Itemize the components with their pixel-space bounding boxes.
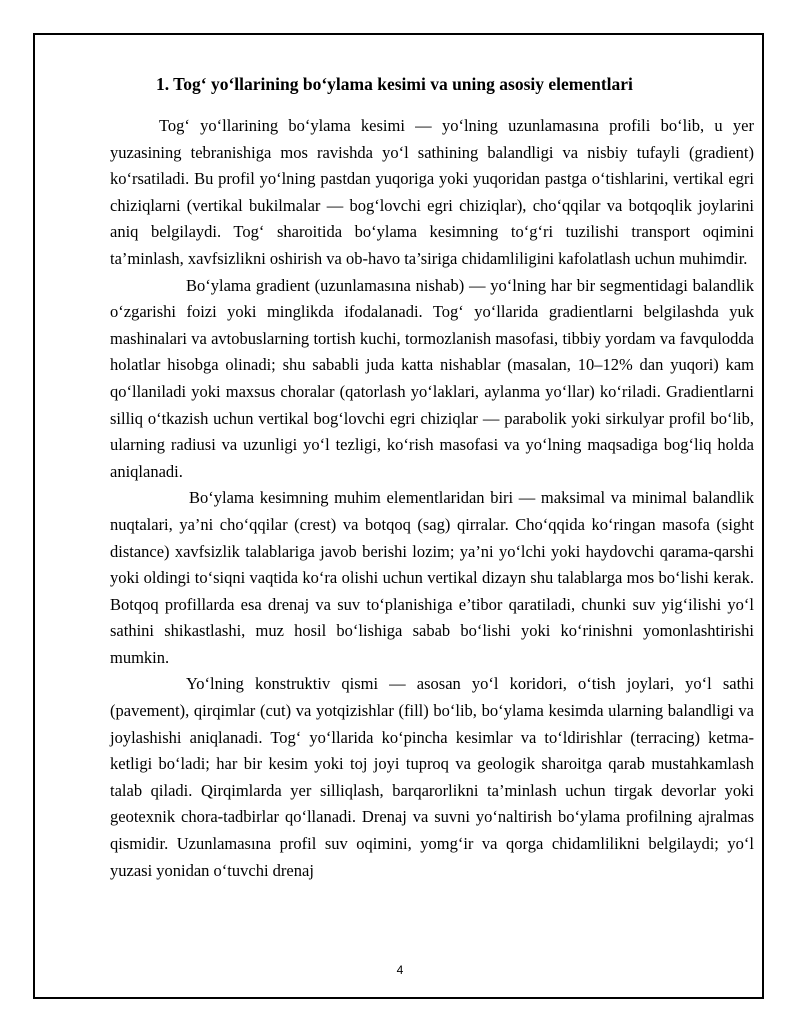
document-body (110, 72, 754, 884)
paragraph-crest-sag: Bo‘ylama kesimning muhim elementlaridan biri — maksimal va minimal balandlik nuqtalari, ya’ni cho‘qqilar (crest) va botqoq (sag) qirralar. Cho‘qqida ko‘ringan masofa (sight distance) xavfsizlik talablariga javob berishi lozim; ya’ni yo‘lchi yoki haydovchi qarama-qarshi yoki oldingi to‘siqni vaqtida ko‘ra olishi uchun vertikal dizayn shu talablarga mos bo‘lishi kerak. Botqoq profillarda esa drenaj va suv to‘planishiga e’tibor qaratiladi, chunki suv yig‘ilishi yo‘l sathini shikastlashi, muz hosil bo‘lishiga sabab bo‘lishi yoki ko‘rinishni yomonlashtirishi mumkin. (110, 488, 754, 667)
paragraph-gradient: Bo‘ylama gradient (uzunlamasına nishab) — yo‘lning har bir segmentidagi balandlik o‘zgarishi foizi yoki minglikda ifodalanadi. Tog‘ yo‘llarida gradientlarni belgilashda yuk mashinalari va avtobuslarning tortish kuchi, tormozlanish masofasi, tibbiy yordam va favqulodda holatlar hisobga olinadi; shu sababli juda katta nishablar (masalan, 10–12% dan yuqori) kam qo‘llaniladi yoki maxsus choralar (qatorlash yo‘laklari, aylanma yo‘llar) ko‘riladi. Gradientlarni silliq o‘tkazish uchun vertikal bog‘lovchi egri chiziqlar — parabolik yoki sirkulyar profil bo‘lib, ularning radiusi va uzunligi yo‘l tezligi, ko‘rish masofasi va yo‘lning maqsadiga bog‘liq holda aniqlanadi. (110, 275, 754, 481)
page-number: 4 (396, 963, 404, 977)
paragraph-profile-definition: Tog‘ yo‘llarining bo‘ylama kesimi — yo‘lning uzunlamasına profili bo‘lib, u yer yuzasining tebranishiga mos ravishda yo‘l sathining balandligi va nisbiy tufayli (gradient) ko‘rsatiladi. Bu profil yo‘lning pastdan yuqoriga yoki yuqoridan pastga o‘tishlarini, vertikal egri chiziqlarni (vertikal bukilmalar — bog‘lovchi egri chiziqlar), cho‘qqilar va botqoqlik joylarini aniq belgilaydi. Tog‘ sharoitida bo‘ylama kesimning to‘g‘ri tuzilishi transport oqimini ta’minlash, xavfsizlikni oshirish va ob-havo ta’siriga chidamliligini kafolatlash uchun muhimdir. (110, 116, 754, 268)
paragraph-construction: Yo‘lning konstruktiv qismi — asosan yo‘l koridori, o‘tish joylari, yo‘l sathi (pavement), qirqimlar (cut) va yotqizishlar (fill) bo‘lib, bo‘ylama kesimda ularning balandligi va joylashishi aniqlanadi. Tog‘ yo‘llarida ko‘pincha kesimlar va to‘ldirishlar (terracing) ketma-ketligi bo‘ladi; har bir kesim yoki toj joyi tuproq va geologik sharoitga qarab mustahkamlash talab qiladi. Qirqimlarda yer silliqlash, barqarorlikni ta’minlash uchun tirgak devorlar yoki geotexnik chora-tadbirlar qo‘llanadi. Drenaj va suvni yo‘naltirish bo‘ylama profilning ajralmas qismidir. Uzunlamasına profil suv oqimini, yomg‘ir va qorga chidamlilikni belgilaydi; yo‘l yuzasi yonidan o‘tuvchi drenaj (110, 674, 754, 880)
section-heading: 1. Tog‘ yo‘llarining bo‘ylama kesimi va uning asosiy elementlari (156, 74, 633, 94)
